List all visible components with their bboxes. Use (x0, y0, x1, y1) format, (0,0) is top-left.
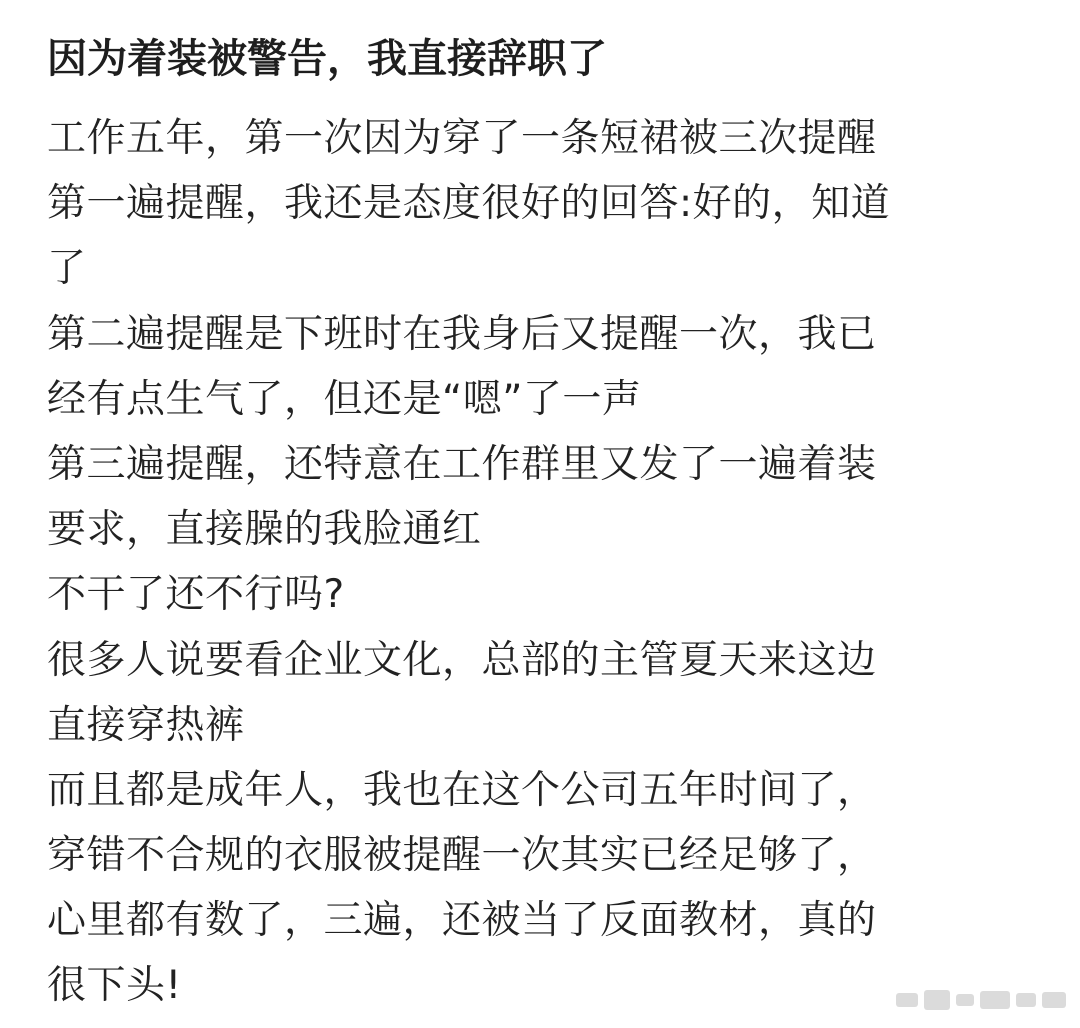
body-line: 第一遍提醒，我还是态度很好的回答:好的，知道 (47, 181, 891, 227)
body-line: 不干了还不行吗? (47, 572, 345, 618)
body-line: 经有点生气了，但还是“嗯”了一声 (47, 376, 642, 422)
body-line: 了 (47, 246, 87, 292)
body-line: 要求，直接臊的我脸通红 (47, 507, 482, 553)
body-line: 很多人说要看企业文化，总部的主管夏天来这边 (47, 637, 877, 683)
watermark (896, 982, 1072, 1018)
body-line: 心里都有数了，三遍，还被当了反面教材，真的 (47, 898, 877, 944)
body-line: 第二遍提醒是下班时在我身后又提醒一次，我已 (47, 311, 877, 357)
body-line: 而且都是成年人，我也在这个公司五年时间了， (47, 767, 877, 813)
body-line: 很下头! (47, 963, 182, 1009)
post-body (47, 106, 1057, 1019)
post-title: 因为着装被警告，我直接辞职了 (47, 36, 607, 82)
body-line: 穿错不合规的衣服被提醒一次其实已经足够了， (47, 833, 877, 879)
body-line: 第三遍提醒，还特意在工作群里又发了一遍着装 (47, 441, 877, 487)
body-line: 直接穿热裤 (47, 702, 245, 748)
body-line: 工作五年，第一次因为穿了一条短裙被三次提醒 (47, 116, 877, 161)
